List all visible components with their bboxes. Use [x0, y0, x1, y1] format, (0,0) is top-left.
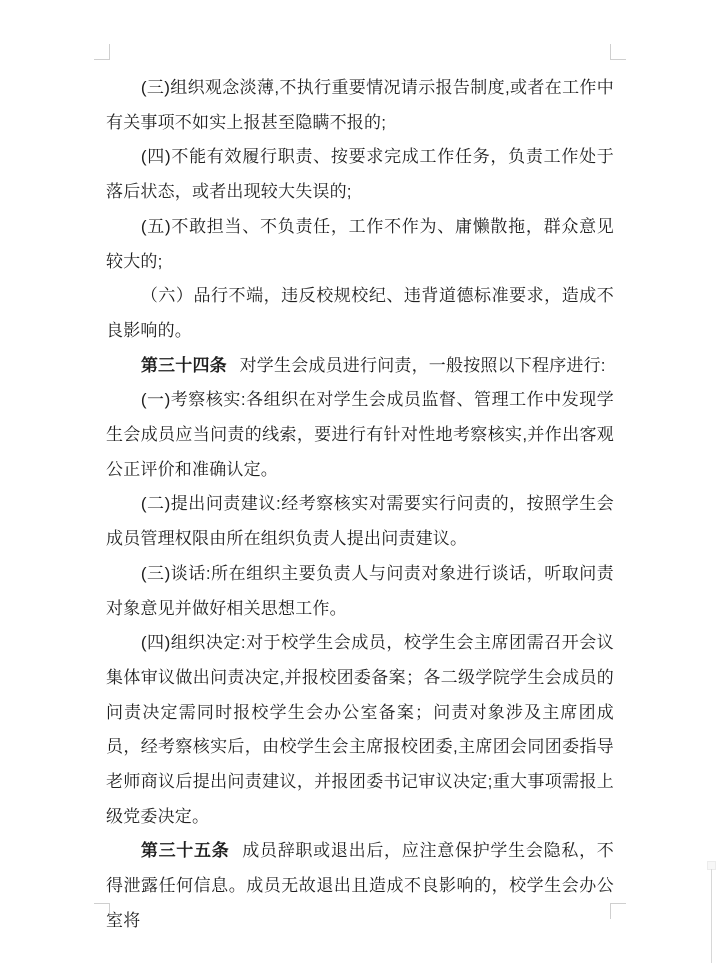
margin-mark-top-right — [610, 44, 626, 60]
paragraph — [106, 834, 614, 938]
article-number: 第三十四条 — [140, 355, 227, 375]
paragraph-text: (一)考察核实:各组织在对学生会成员监督、管理工作中发现学生会成员应当问责的线索，要进行有针对性地考察核实,并作出客观公正评价和准确认定。 — [106, 390, 614, 479]
paragraph — [106, 279, 614, 348]
paragraph — [106, 349, 614, 384]
paragraph — [106, 557, 614, 626]
paragraph-text: (三)组织观念淡薄,不执行重要情况请示报告制度,或者在工作中有关事项不如实上报甚至隐瞒不报的; — [106, 78, 614, 132]
paragraph — [106, 626, 614, 834]
paragraph-text: (二)提出问责建议:经考察核实对需要实行问责的，按照学生会成员管理权限由所在组织负责人提出问责建议。 — [106, 494, 614, 549]
paragraph — [106, 210, 614, 279]
paragraph — [106, 487, 614, 556]
paragraph-text: 成员辞职或退出后，应注意保护学生会隐私，不得泄露任何信息。成员无故退出且造成不良影响的，校学生会办公室将 — [106, 841, 614, 930]
paragraph-text: (四)组织决定:对于校学生会成员，校学生会主席团需召开会议集体审议做出问责决定,并报校团委备案；各二级学院学生会成员的问责决定需同时报校学生会办公室备案；问责对象涉及主席团成员，经考察核实后，由校学生会主席报校团委,主席团会同团委指导老师商议后提出问责建议，并报团委书记审议决定;重大事项需报上级党委决定。 — [106, 633, 614, 826]
page-edge-line — [711, 869, 712, 963]
paragraph-text: （六）品行不端，违反校规校纪、违背道德标准要求，造成不良影响的。 — [106, 286, 614, 340]
paragraph-text: (三)谈话:所在组织主要负责人与问责对象进行谈话，听取问责对象意见并做好相关思想工作。 — [106, 563, 614, 618]
paragraph-text: (四)不能有效履行职责、按要求完成工作任务，负责工作处于落后状态，或者出现较大失误的; — [106, 147, 614, 202]
article-number: 第三十五条 — [140, 841, 230, 861]
paragraph-text: 对学生会成员进行问责，一般按照以下程序进行: — [239, 355, 606, 375]
paragraph — [106, 71, 614, 140]
paragraph-text: (五)不敢担当、不负责任，工作不作为、庸懒散拖，群众意见较大的; — [106, 216, 614, 271]
paragraph — [106, 140, 614, 209]
margin-mark-top-left — [94, 44, 110, 60]
document-text-block — [106, 71, 614, 939]
paragraph — [106, 383, 614, 487]
